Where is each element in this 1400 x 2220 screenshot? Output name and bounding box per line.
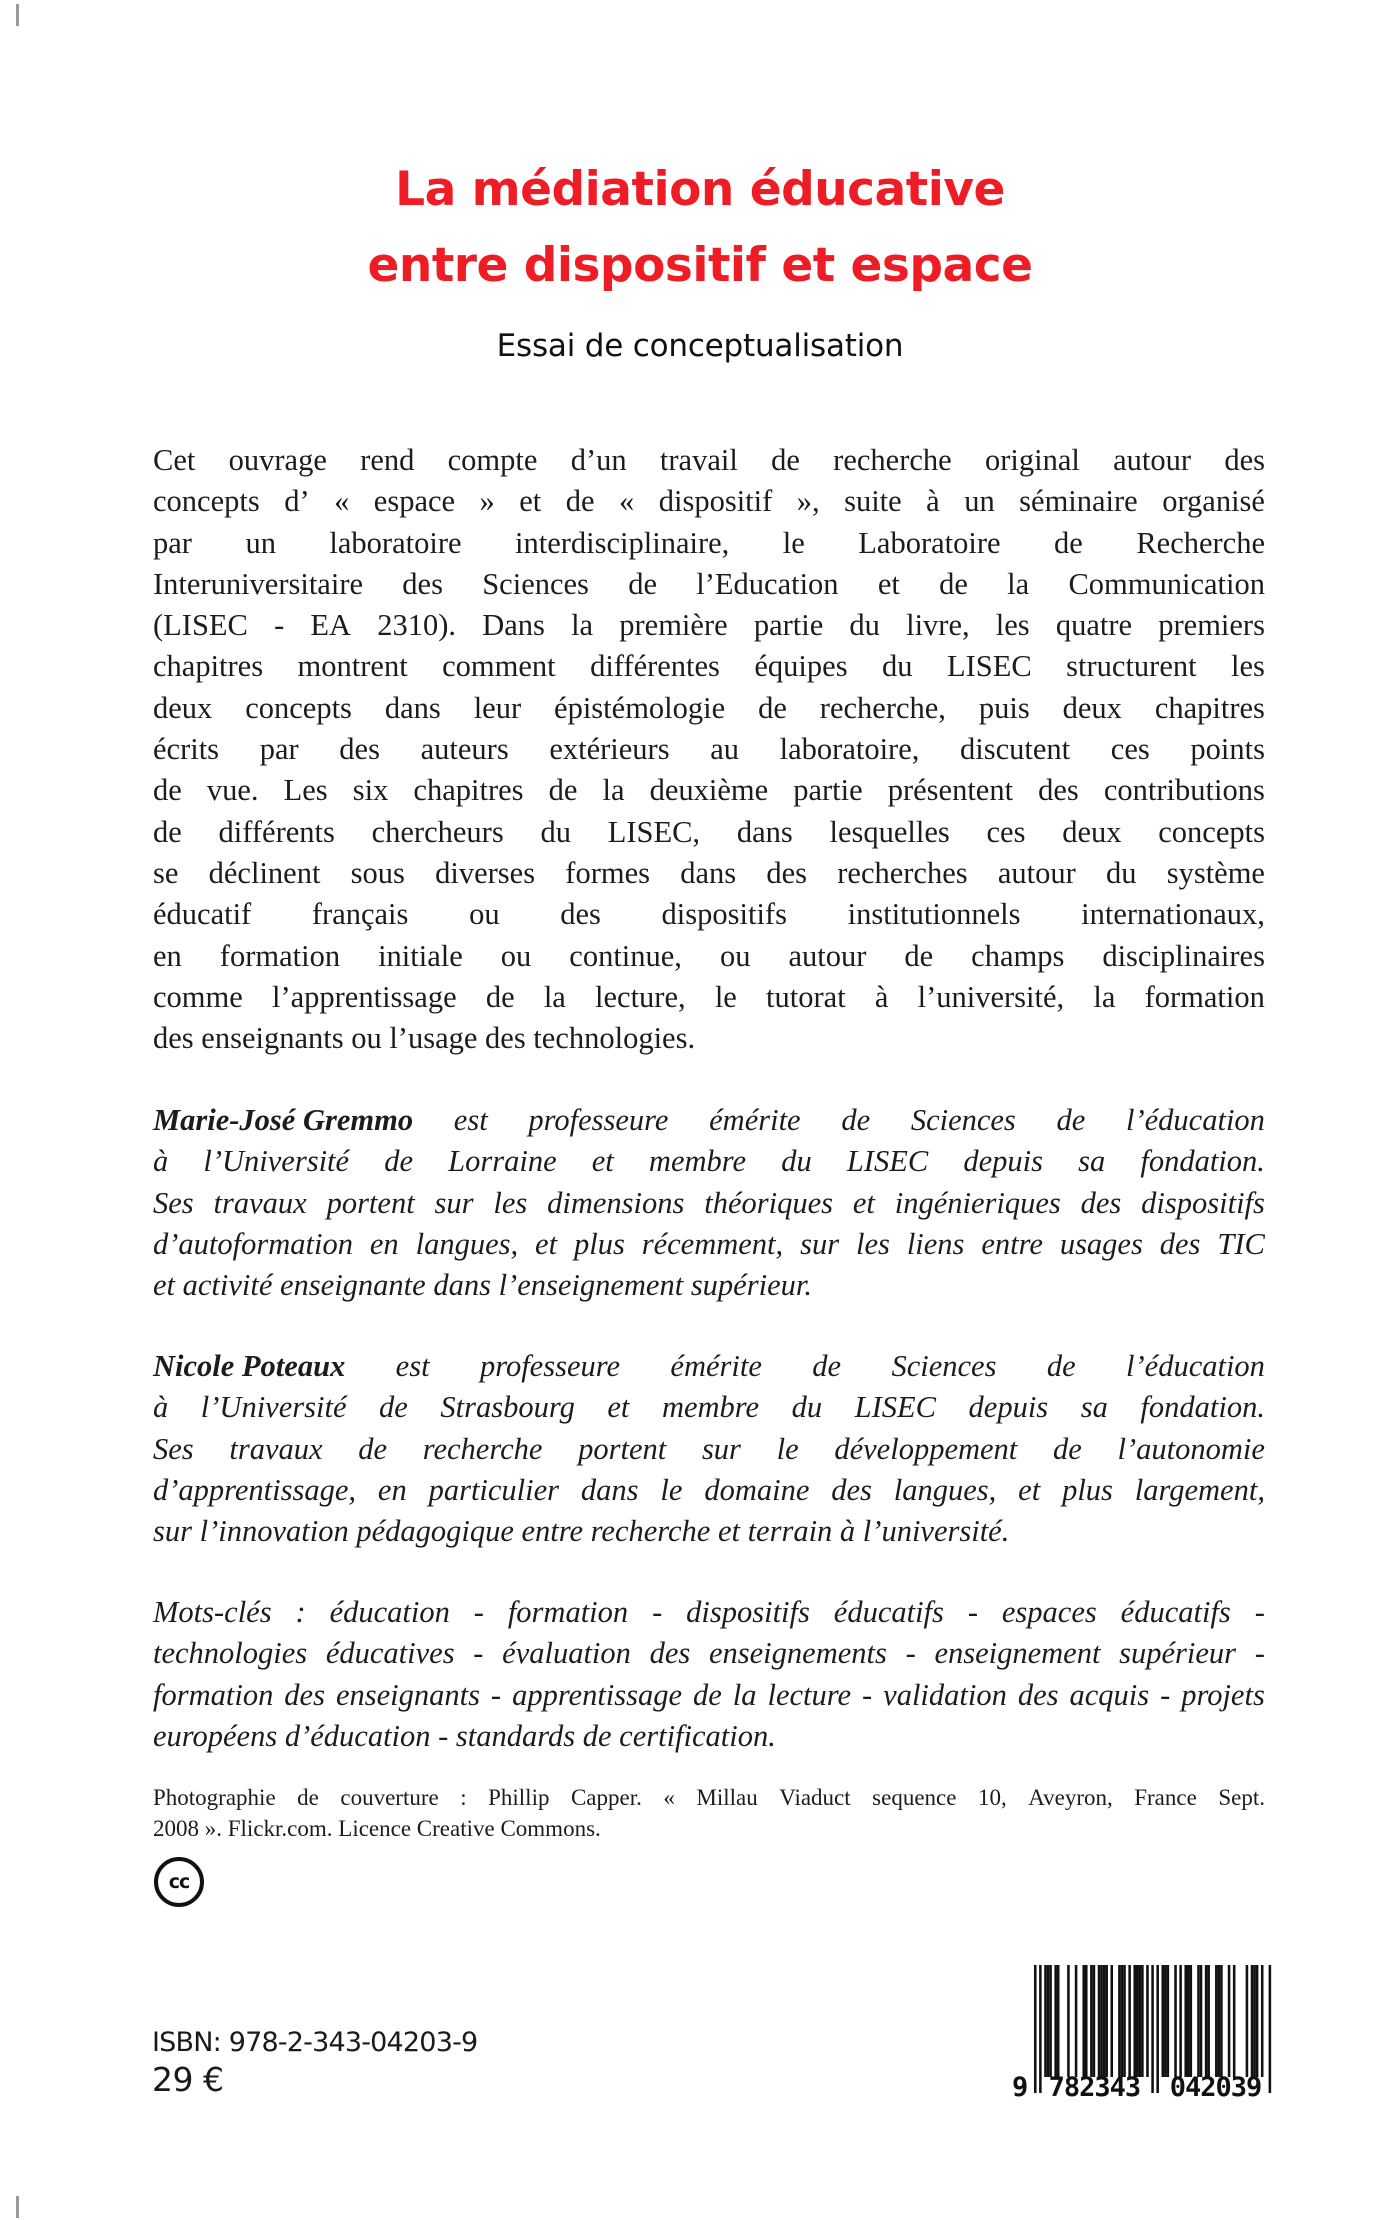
barcode-digit-lead: 9 [1012,2072,1028,2103]
author-name: Nicole Poteaux [153,1349,346,1383]
barcode-bar [1121,1965,1124,2077]
barcode-bar [1057,1965,1060,2077]
barcode-bar [1049,1965,1052,2077]
summary-line: se déclinent sous diverses formes dans des recherches autour du système [153,855,1265,890]
book-title-line-1: La médiation éducative [395,162,1005,217]
barcode-bar [1205,1965,1208,2077]
barcode-bar [1085,1965,1088,2077]
summary-line: deux concepts dans leur épistémologie de recherche, puis deux chapitres [153,690,1265,725]
text-line: Ses travaux de recherche portent sur le développement de l’autonomie [153,1431,1265,1466]
barcode-bar [1128,1965,1131,2077]
barcode-digit-group-1: 782343 [1048,2072,1141,2103]
crop-mark-top [16,4,19,26]
summary-line: chapitres montrent comment différentes équipes du LISEC structurent les [153,649,1265,684]
text-line: d’apprentissage, en particulier dans le domaine des langues, et plus largement, [153,1472,1265,1507]
barcode-bar [1253,1965,1256,2077]
barcode-bar [1164,1965,1167,2077]
text-line: et activité enseignante dans l’enseignement supérieur. [153,1268,812,1303]
barcode-bar [1190,1965,1193,2077]
bio-first-line: Marie-José Gremmo est professeure émérite de Sciences de l’éducation [153,1100,1265,1141]
barcode-bar [1256,1965,1259,2077]
barcode-bar [1111,1965,1114,2077]
summary-line: Interuniversitaire des Sciences de l’Education et de la Communication [153,566,1265,601]
summary-paragraph [153,440,1265,1059]
summary-line: en formation initiale ou continue, ou autour de champs disciplinaires [153,938,1265,973]
barcode-bar [1228,1965,1231,2077]
barcode-bar [1174,1965,1177,2077]
barcode-bar [1103,1965,1106,2077]
barcode-bar [1093,1965,1096,2077]
summary-line: Cet ouvrage rend compte d’un travail de recherche original autour des [153,443,1265,477]
book-title [0,152,1400,304]
summary-line: (LISEC - EA 2310). Dans la première partie du livre, les quatre premiers [153,608,1265,643]
book-title-line-2: entre dispositif et espace [367,238,1033,293]
price: 29 € [152,2060,224,2099]
barcode-bar [1105,1965,1108,2077]
keywords [153,1592,1265,1757]
barcode-bar [1184,1965,1187,2077]
text-line: Ses travaux portent sur les dimensions théoriques et ingénieriques des dispositifs [153,1185,1265,1220]
barcode-bar [1090,1965,1093,2077]
barcode-bar [1136,1965,1139,2077]
author-bio-gremmo [153,1100,1265,1306]
barcode-bar [1197,1965,1200,2077]
barcode-digits [1012,2072,1274,2103]
barcode-digit-group-2: 042039 [1169,2072,1262,2103]
summary-line: des enseignants ou l’usage des technologies. [153,1021,696,1056]
author-bio-poteaux [153,1346,1265,1552]
barcode-bar [1054,1965,1057,2077]
book-subtitle: Essai de conceptualisation [496,328,904,364]
text-line: technologies éducatives - évaluation des enseignements - enseignement supérieur - [153,1636,1265,1671]
barcode-bar [1179,1965,1182,2077]
summary-line: concepts d’ « espace » et de « dispositif », suite à un séminaire organisé [153,484,1265,519]
barcode-bar [1261,1965,1264,2077]
barcode-bar [1141,1965,1144,2077]
summary-line: écrits par des auteurs extérieurs au laboratoire, discutent ces points [153,732,1265,767]
barcode-bar [1220,1965,1223,2077]
barcode-bar [1118,1965,1121,2077]
text-line: Mots-clés : éducation - formation - dispositifs éducatifs - espaces éducatifs - [153,1595,1265,1629]
barcode-bar [1133,1965,1136,2077]
summary-line: par un laboratoire interdisciplinaire, le Laboratoire de Recherche [153,525,1265,560]
barcode-bar [1215,1965,1218,2077]
barcode-bar [1207,1965,1210,2077]
bio-first-line: Nicole Poteaux est professeure émérite de Sciences de l’éducation [153,1346,1265,1387]
barcode-bar [1082,1965,1085,2077]
crop-mark-bottom [16,2196,19,2218]
barcode-bar [1233,1965,1236,2077]
barcode-bar [1187,1965,1190,2077]
barcode-bar [1200,1965,1203,2077]
text-line: sur l’innovation pédagogique entre recherche et terrain à l’université. [153,1514,1010,1549]
barcode-bar [1098,1965,1101,2077]
summary-line: comme l’apprentissage de la lecture, le tutorat à l’université, la formation [153,979,1265,1014]
barcode-bar [1047,1965,1050,2077]
barcode-bar [1167,1965,1170,2077]
text-line: européens d’éducation - standards de certification. [153,1718,776,1753]
barcode-bar [1123,1965,1126,2077]
text-line: 2008 ». Flickr.com. Licence Creative Commons. [153,1816,601,1841]
barcode-bar [1139,1965,1142,2077]
summary-line: éducatif français ou des dispositifs institutionnels internationaux, [153,897,1265,932]
barcode-bar [1218,1965,1221,2077]
text-line: d’autoformation en langues, et plus récemment, sur les liens entre usages des TIC [153,1226,1265,1261]
summary-line: de vue. Les six chapitres de la deuxième partie présentent des contributions [153,773,1265,808]
author-name: Marie-José Gremmo [153,1103,414,1137]
barcode-bar [1246,1965,1249,2077]
creative-commons-icon: cc [154,1857,204,1907]
barcode-bar [1044,1965,1047,2077]
barcode-bar [1251,1965,1254,2077]
barcode-bar [1075,1965,1078,2077]
text-line: formation des enseignants - apprentissage de la lecture - validation des acquis - projets [153,1677,1265,1712]
text-line: à l’Université de Lorraine et membre du LISEC depuis sa fondation. [153,1144,1265,1179]
barcode-bar [1100,1965,1103,2077]
text-line: Photographie de couverture : Phillip Capper. « Millau Viaduct sequence 10, Aveyron, France Sept. [153,1785,1265,1810]
summary-line: de différents chercheurs du LISEC, dans lesquelles ces deux concepts [153,814,1265,849]
barcode-bar [1146,1965,1149,2077]
isbn: ISBN: 978-2-343-04203-9 [152,2027,478,2058]
text-line: à l’Université de Strasbourg et membre du LISEC depuis sa fondation. [153,1390,1265,1425]
cover-photo-credit [153,1782,1265,1844]
barcode-bar [1162,1965,1165,2077]
barcode-bar [1067,1965,1070,2077]
